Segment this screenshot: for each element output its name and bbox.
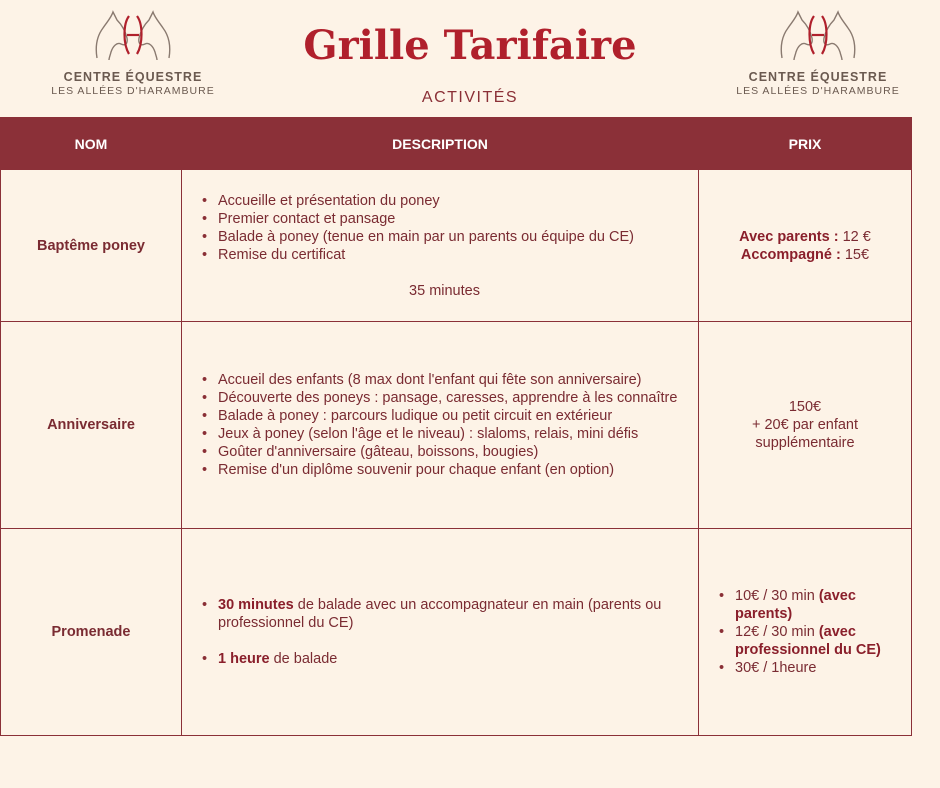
description-list: [200, 371, 689, 479]
list-item: • Balade à poney : parcours ludique ou petit circuit en extérieur: [200, 407, 689, 425]
row-description: [182, 529, 699, 736]
price-value: 15€: [840, 246, 870, 263]
row-name: Promenade: [1, 529, 182, 736]
row-description: [182, 170, 699, 322]
logo-line1: CENTRE ÉQUESTRE: [748, 70, 888, 84]
logo-line2: LES ALLÉES D'HARAMBURE: [51, 85, 215, 97]
page-subtitle: ACTIVITÉS: [421, 89, 519, 106]
header-description: DESCRIPTION: [182, 118, 699, 170]
price-list: [699, 587, 911, 677]
item-bold: (avec professionnel du CE): [735, 624, 881, 658]
item-bold: (avec parents): [735, 588, 856, 622]
row-price: [699, 529, 912, 736]
row-price: [699, 170, 912, 322]
list-item: [200, 596, 689, 632]
list-item: [717, 587, 911, 623]
list-item: • Accueille et présentation du poney: [200, 192, 689, 210]
list-item: • Premier contact et pansage: [200, 210, 689, 228]
row-price: [699, 322, 912, 529]
price-line: 150€: [788, 399, 822, 415]
list-item: [717, 659, 911, 677]
header-nom: NOM: [1, 118, 182, 170]
item-text: 10€ / 30 min: [735, 588, 819, 604]
list-item: [717, 623, 911, 659]
list-item: • Remise du certificat: [200, 246, 689, 264]
description-list: [200, 192, 689, 264]
table-row: [1, 170, 912, 322]
item-bold: 1 heure: [218, 651, 270, 667]
price-line: [699, 228, 911, 246]
list-item: • Balade à poney (tenue en main par un parents ou équipe du CE): [200, 228, 689, 246]
page-title: Grille Tarifaire: [303, 22, 637, 69]
item-text: 30€ / 1heure: [735, 660, 817, 676]
price-label: Accompagné :: [740, 246, 841, 263]
row-name: Baptême poney: [1, 170, 182, 322]
list-item: • Découverte des poneys : pansage, caresses, apprendre à les connaître: [200, 389, 689, 407]
table-header-row: [1, 118, 912, 170]
list-item: • Accueil des enfants (8 max dont l'enfant qui fête son anniversaire): [200, 371, 689, 389]
item-text: de balade avec un accompagnateur en main (parents ou professionnel du CE): [218, 597, 662, 631]
item-text: 12€ / 30 min: [735, 624, 819, 640]
item-text: de balade: [269, 651, 338, 667]
table-row: [1, 322, 912, 529]
list-item: • Jeux à poney (selon l'âge et le niveau) : slaloms, relais, mini défis: [200, 425, 689, 443]
duration: 35 minutes: [409, 282, 480, 299]
logo-line1: CENTRE ÉQUESTRE: [63, 70, 203, 84]
list-item: [200, 650, 689, 668]
row-name: Anniversaire: [1, 322, 182, 529]
description-list: [200, 650, 689, 668]
price-value: 12 €: [838, 228, 871, 245]
price-line: [699, 246, 911, 264]
list-item: • Goûter d'anniversaire (gâteau, boissons, bougies): [200, 443, 689, 461]
price-table: [0, 117, 912, 736]
row-description: [182, 322, 699, 529]
list-item: • Remise d'un diplôme souvenir pour chaque enfant (en option): [200, 461, 689, 479]
description-list: [200, 596, 689, 632]
item-bold: 30 minutes: [218, 597, 294, 613]
logo-line2: LES ALLÉES D'HARAMBURE: [736, 85, 900, 97]
price-label: Avec parents :: [739, 228, 839, 245]
table-row: [1, 529, 912, 736]
header-prix: PRIX: [699, 118, 912, 170]
price-line: + 20€ par enfant supplémentaire: [751, 417, 859, 451]
